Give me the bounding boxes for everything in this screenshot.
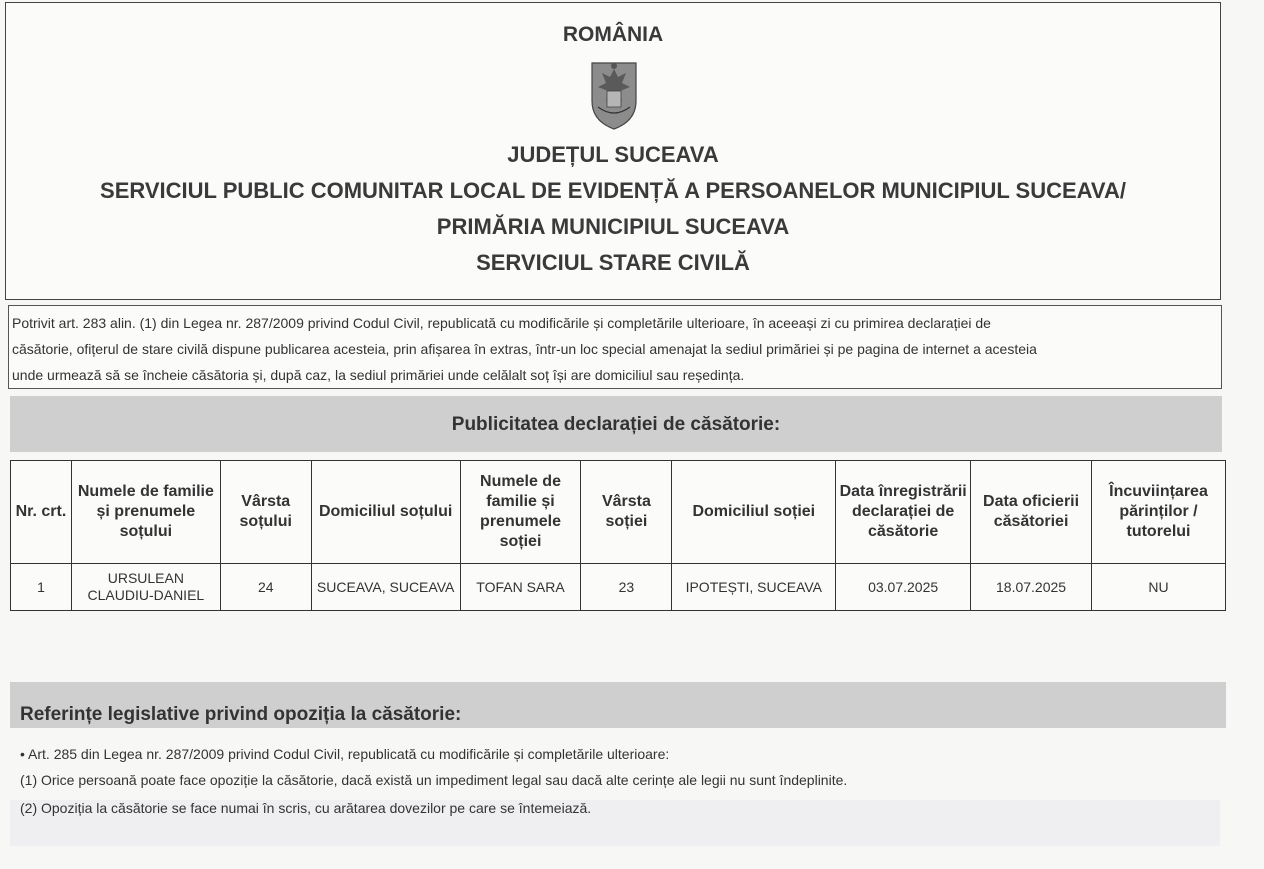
column-header: Nr. crt.	[11, 461, 72, 564]
column-header: Domiciliul soțului	[311, 461, 460, 564]
document-header	[5, 2, 1221, 300]
country-title: ROMÂNIA	[562, 23, 664, 46]
reference-item: (1) Orice persoană poate face opoziție la căsătorie, dacă există un impediment legal sau dacă alte cerințe ale legii nu sunt îndeplinite.	[20, 772, 848, 788]
table-cell: IPOTEȘTI, SUCEAVA	[672, 564, 836, 611]
column-header: Numele de familie și prenumele soțului	[71, 461, 220, 564]
table-header-row	[11, 461, 1226, 564]
legal-notice-line3: unde urmează să se încheie căsătoria și, după caz, la sediul primăriei unde celălalt soț își are domiciliul sau reședința.	[12, 367, 745, 383]
reference-item: (2) Opoziția la căsătorie se face numai în scris, cu arătarea dovezilor pe care se întemeiază.	[20, 800, 592, 816]
county-title: JUDEȚUL SUCEAVA	[507, 142, 719, 167]
table-cell: URSULEAN CLAUDIU-DANIEL	[71, 564, 220, 611]
table-cell: 23	[581, 564, 672, 611]
legal-notice-line1: Potrivit art. 283 alin. (1) din Legea nr. 287/2009 privind Codul Civil, republicată cu modificările și completările ulterioare, în aceeași zi cu primirea declarației de	[12, 315, 991, 331]
table-cell: SUCEAVA, SUCEAVA	[311, 564, 460, 611]
legal-notice-line2: căsătorie, ofițerul de stare civilă dispune publicarea acesteia, prin afișarea în extras, într-un loc special amenajat la sediul primăriei și pe pagina de internet a acesteia	[12, 341, 1037, 357]
service-title-line2: PRIMĂRIA MUNICIPIUL SUCEAVA	[436, 214, 790, 239]
table-row	[11, 564, 1226, 611]
column-header: Numele de familie și prenumele soției	[460, 461, 581, 564]
column-header: Vârsta soțului	[220, 461, 311, 564]
references-title: Referințe legislative privind opoziția la căsătorie:	[20, 704, 462, 725]
column-header: Data înregistrării declarației de căsătorie	[836, 461, 971, 564]
service-title-line3: SERVICIUL STARE CIVILĂ	[476, 250, 750, 275]
legal-notice	[8, 305, 1222, 389]
table-cell: 24	[220, 564, 311, 611]
table-cell: TOFAN SARA	[460, 564, 581, 611]
table-cell: 03.07.2025	[836, 564, 971, 611]
table-cell: NU	[1092, 564, 1226, 611]
column-header: Data oficierii căsătoriei	[971, 461, 1092, 564]
reference-item: • Art. 285 din Legea nr. 287/2009 privind Codul Civil, republicată cu modificările și completările ulterioare:	[20, 746, 670, 762]
service-title-line1: SERVICIUL PUBLIC COMUNITAR LOCAL DE EVIDENȚĂ A PERSOANELOR MUNICIPIUL SUCEAVA/	[100, 178, 1126, 203]
table-cell: 18.07.2025	[971, 564, 1092, 611]
table-cell: 1	[11, 564, 72, 611]
marriage-declarations-table	[10, 460, 1226, 611]
coat-of-arms-icon	[588, 57, 640, 131]
column-header: Încuviințarea părinților / tutorelui	[1092, 461, 1226, 564]
column-header: Vârsta soției	[581, 461, 672, 564]
column-header: Domiciliul soției	[672, 461, 836, 564]
publicity-title: Publicitatea declarației de căsătorie:	[451, 414, 781, 435]
